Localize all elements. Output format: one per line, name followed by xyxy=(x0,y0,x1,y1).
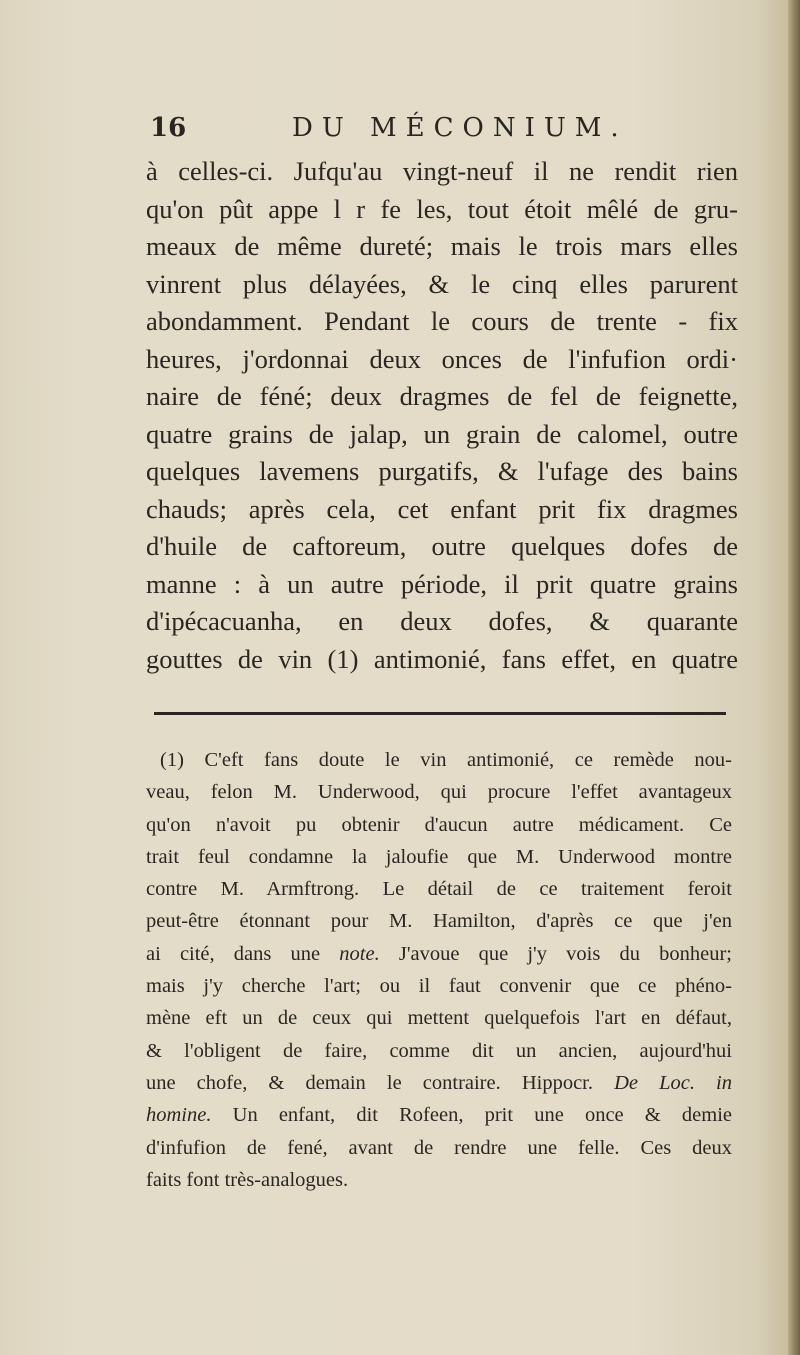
footnote-line-text: & l'obligent de faire, comme dit un ancien, aujourd'hui xyxy=(146,1039,732,1062)
footnote-line-text: mène eft un de ceux qui mettent quelquefois l'art en défaut, xyxy=(146,1007,732,1030)
footnote-block xyxy=(146,744,732,1196)
footnote-line xyxy=(146,809,732,841)
footnote-line xyxy=(146,1164,732,1196)
footnote-line-text: ai cité, dans une xyxy=(146,942,340,965)
footnote-line-text: trait feul condamne la jaloufie que M. Underwood montre xyxy=(146,845,732,868)
main-text-block xyxy=(146,153,738,678)
footnote-line xyxy=(146,776,732,808)
page-number: 16 xyxy=(150,113,187,143)
footnote-line-text: veau, felon M. Underwood, qui procure l'effet avantageux xyxy=(146,781,732,804)
main-text-line: manne : à un autre période, il prit quatre grains xyxy=(146,568,738,599)
running-title: DU MÉCONIUM. xyxy=(292,113,628,143)
footnote-divider xyxy=(154,712,726,715)
main-text-line: naire de féné; deux dragmes de fel de feignette, xyxy=(146,381,738,411)
footnote-line xyxy=(146,841,732,873)
footnote-line xyxy=(146,873,732,905)
main-text-line: quatre grains de jalap, un grain de calomel, outre xyxy=(146,418,738,449)
main-text-line: vinrent plus délayées, & le cinq elles parurent xyxy=(146,268,738,299)
main-text-line: quelques lavemens purgatifs, & l'ufage des bains xyxy=(146,456,738,486)
main-text-line: heures, j'ordonnai deux onces de l'infufion ordi· xyxy=(146,343,738,374)
footnote-italic-text: note. xyxy=(339,942,380,965)
page-edge-shadow xyxy=(788,0,800,1355)
main-text-line: d'ipécacuanha, en deux dofes, & quarante xyxy=(146,606,738,636)
footnote-line xyxy=(146,938,732,970)
page-header xyxy=(150,113,740,149)
footnote-line xyxy=(146,970,732,1002)
footnote-line-text: mais j'y cherche l'art; ou il faut convenir que ce phéno- xyxy=(146,975,732,998)
main-text-line: qu'on pût appe l r fe les, tout étoit mêlé de gru- xyxy=(146,193,738,224)
footnote-line xyxy=(146,905,732,937)
footnote-line-text: (1) C'eft fans doute le vin antimonié, ce remède nou- xyxy=(160,749,732,771)
main-text-line: à celles-ci. Jufqu'au vingt-neuf il ne rendit rien xyxy=(146,156,738,186)
footnote-italic-text: homine. xyxy=(146,1104,212,1127)
footnote-line xyxy=(146,744,732,776)
footnote-line-text: J'avoue que j'y vois du bonheur; xyxy=(379,942,732,965)
footnote-line xyxy=(146,1035,732,1067)
footnote-line xyxy=(146,1067,732,1099)
footnote-line xyxy=(146,1099,732,1131)
main-text-line: meaux de même dureté; mais le trois mars elles xyxy=(146,231,738,261)
footnote-line-text: qu'on n'avoit pu obtenir d'aucun autre médicament. Ce xyxy=(146,813,732,836)
footnote-line-text: faits font très-analogues. xyxy=(146,1168,349,1191)
main-text-line: chauds; après cela, cet enfant prit fix dragmes xyxy=(146,493,738,524)
footnote-italic-text: De Loc. in xyxy=(614,1071,732,1094)
footnote-line-text: peut-être étonnant pour M. Hamilton, d'après ce que j'en xyxy=(146,910,732,933)
footnote-line xyxy=(146,1002,732,1034)
footnote-line xyxy=(146,1132,732,1164)
footnote-line-text: une chofe, & demain le contraire. Hippocr. xyxy=(146,1071,615,1094)
footnote-line-text: contre M. Armftrong. Le détail de ce traitement feroit xyxy=(146,878,732,901)
main-text-line: gouttes de vin (1) antimonié, fans effet, en quatre xyxy=(146,643,738,674)
footnote-line-text: d'infufion de fené, avant de rendre une felle. Ces deux xyxy=(146,1136,732,1159)
main-text-line: d'huile de caftoreum, outre quelques dofes de xyxy=(146,531,738,561)
main-text-line: abondamment. Pendant le cours de trente - fix xyxy=(146,306,738,336)
footnote-line-text: Un enfant, dit Rofeen, prit une once & demie xyxy=(211,1104,732,1127)
